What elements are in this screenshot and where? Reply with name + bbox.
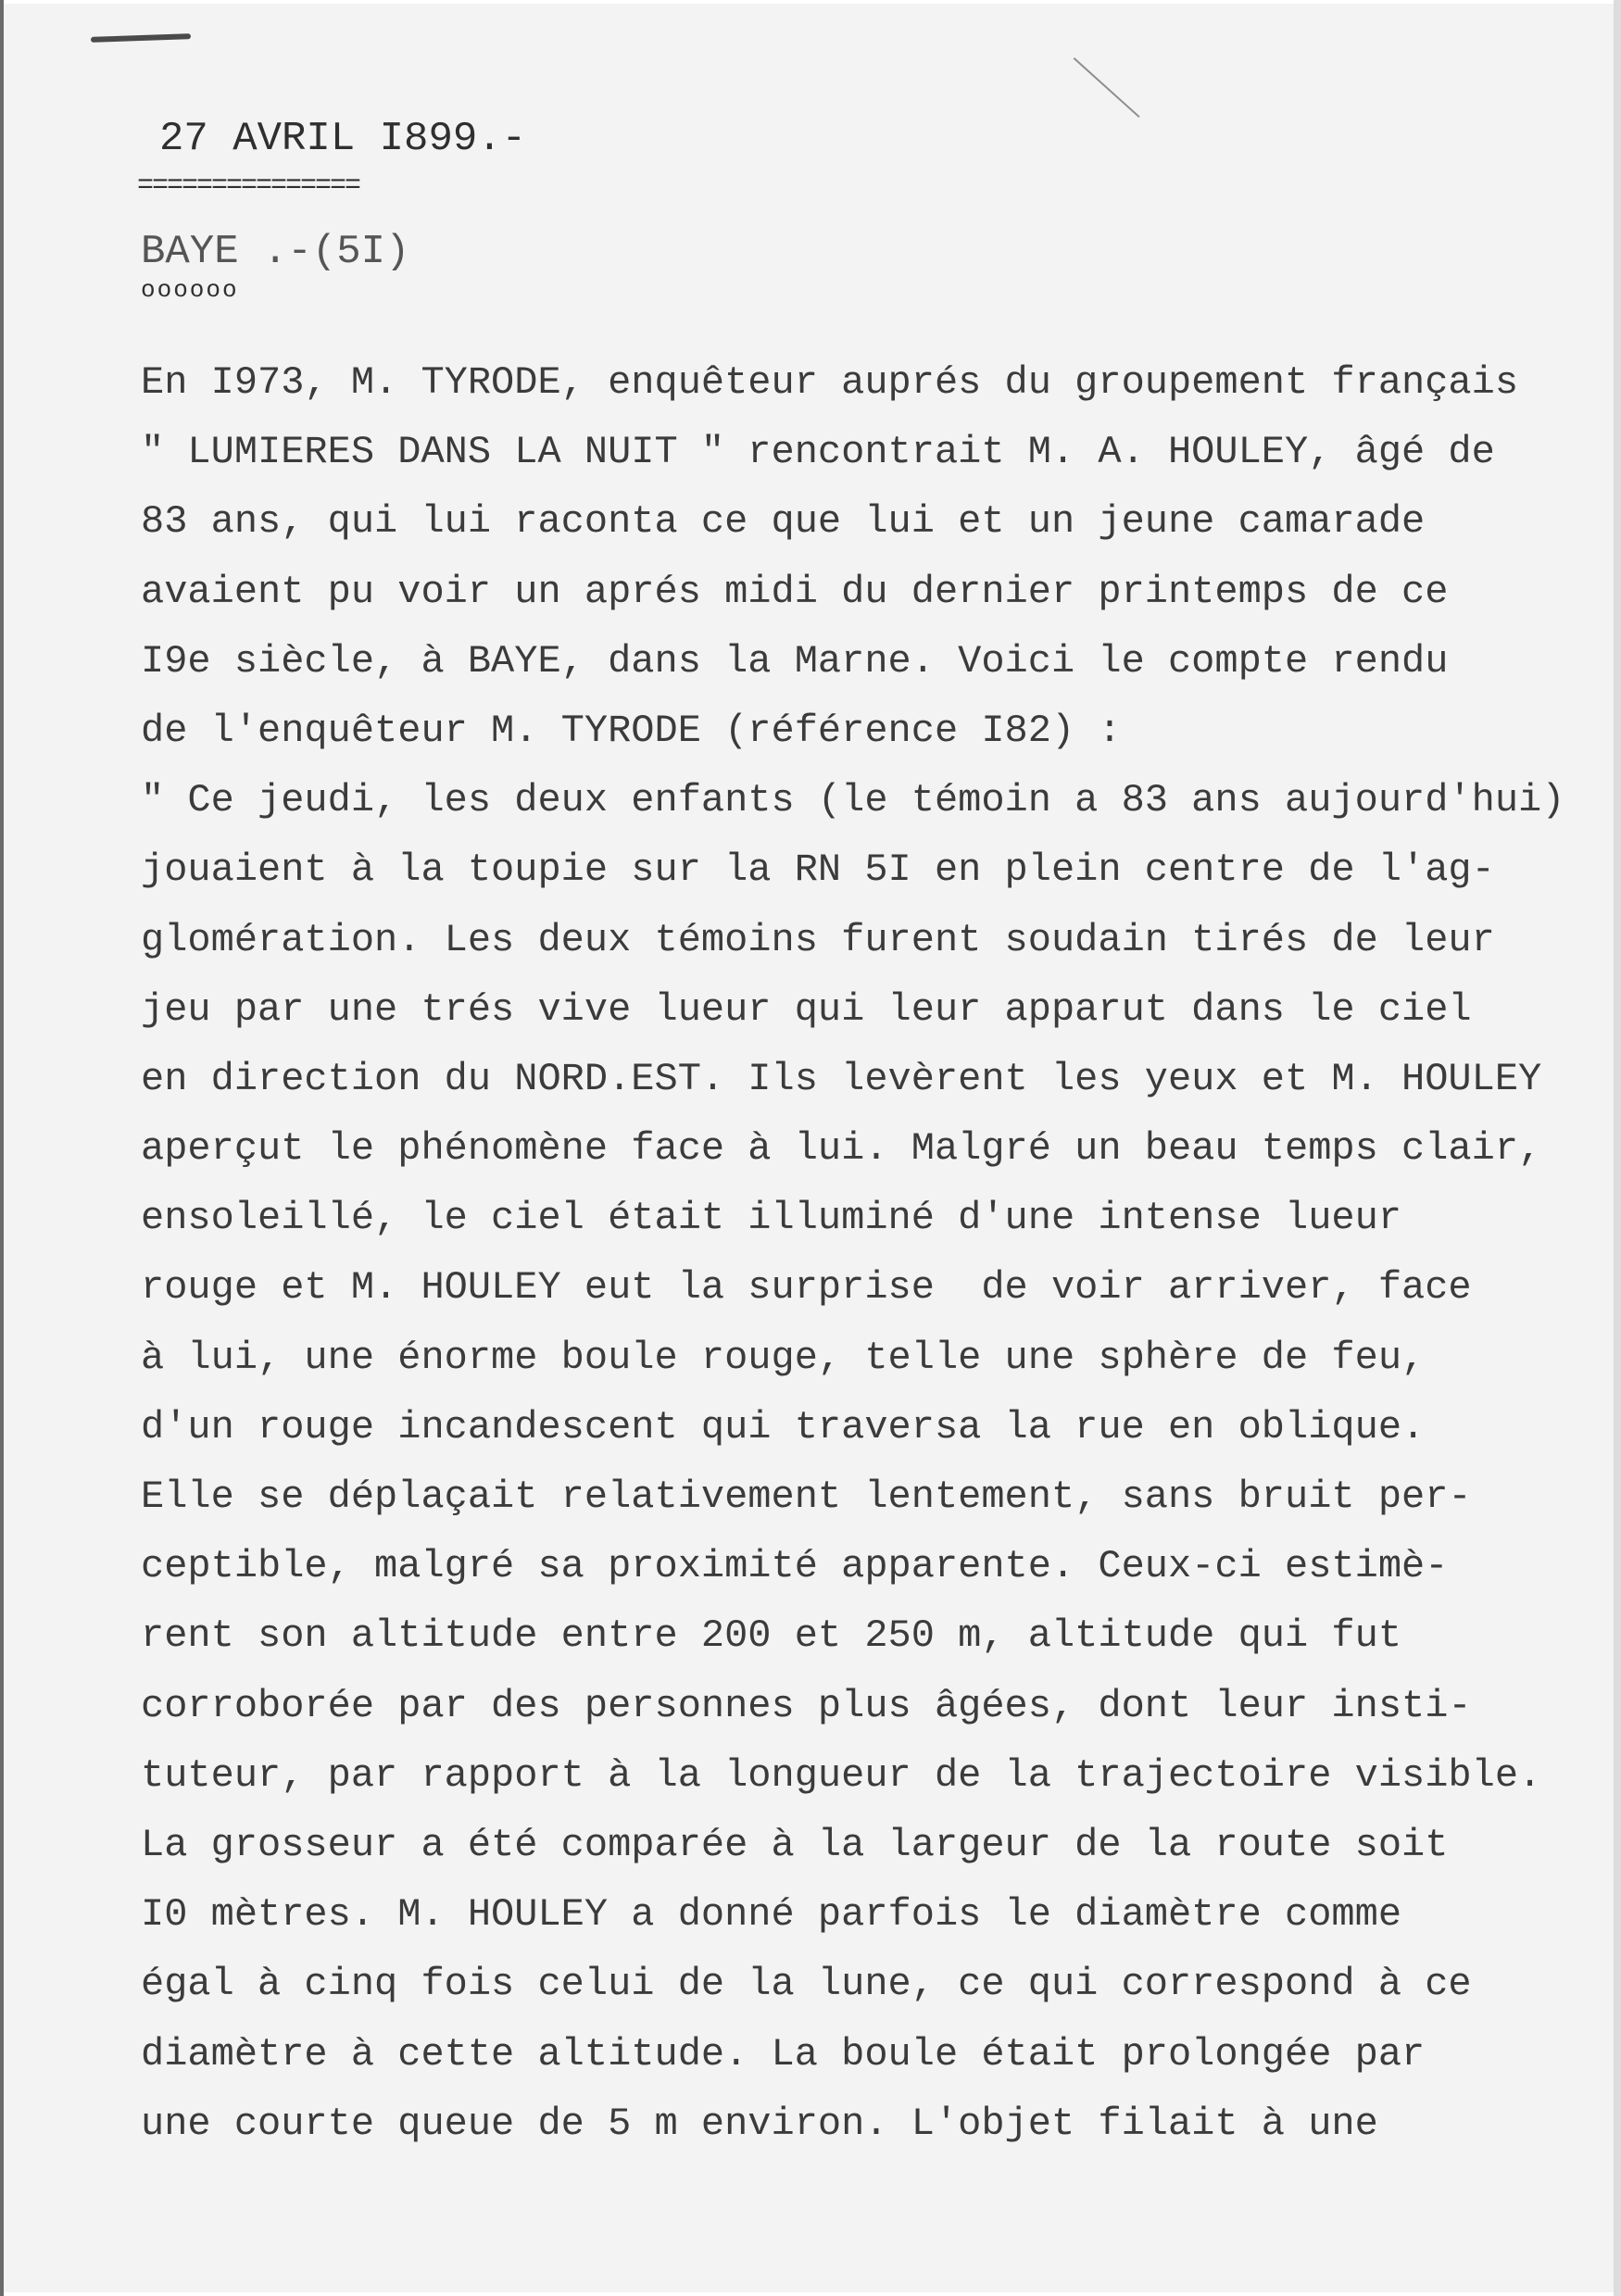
text-line: glomération. Les deux témoins furent soudain tirés de leur bbox=[141, 917, 1495, 962]
text-line: d'un rouge incandescent qui traversa la rue en oblique. bbox=[141, 1404, 1426, 1449]
text-line: jouaient à la toupie sur la RN 5I en plein centre de l'ag- bbox=[141, 847, 1495, 893]
text-line: ensoleillé, le ciel était illuminé d'une intense lueur bbox=[141, 1196, 1402, 1241]
text-line: rent son altitude entre 200 et 250 m, altitude qui fut bbox=[141, 1613, 1402, 1659]
text-line: de l'enquêteur M. TYRODE (référence I82) : bbox=[141, 708, 1122, 753]
document-body bbox=[141, 348, 1614, 2159]
text-line: En I973, M. TYRODE, enquêteur auprés du groupement français bbox=[141, 360, 1519, 405]
date-underline: =============== bbox=[137, 170, 360, 202]
scan-shadow bbox=[1614, 0, 1621, 2296]
text-line: Elle se déplaçait relativement lentement, sans bruit per- bbox=[141, 1474, 1472, 1519]
text-line: I9e siècle, à BAYE, dans la Marne. Voici le compte rendu bbox=[141, 638, 1449, 684]
text-line: une courte queue de 5 m environ. L'objet filait à une bbox=[141, 2101, 1378, 2146]
location-heading: BAYE .-(5I) bbox=[141, 229, 410, 275]
text-line: jeu par une trés vive lueur qui leur apparut dans le ciel bbox=[141, 986, 1472, 1032]
text-line: La grosseur a été comparée à la largeur de la route soit bbox=[141, 1822, 1449, 1867]
text-line: à lui, une énorme boule rouge, telle une sphère de feu, bbox=[141, 1335, 1426, 1380]
text-line: 83 ans, qui lui raconta ce que lui et un jeune camarade bbox=[141, 499, 1426, 545]
document-date: 27 AVRIL I899.- bbox=[159, 116, 527, 162]
text-line: rouge et M. HOULEY eut la surprise de voir arriver, face bbox=[141, 1265, 1472, 1311]
text-line: en direction du NORD.EST. Ils levèrent les yeux et M. HOULEY bbox=[141, 1056, 1542, 1101]
location-underline: oooooo bbox=[141, 276, 239, 304]
text-line: corroborée par des personnes plus âgées, dont leur insti- bbox=[141, 1683, 1472, 1728]
text-line: tuteur, par rapport à la longueur de la trajectoire visible. bbox=[141, 1752, 1542, 1798]
text-line: ceptible, malgré sa proximité apparente. Ceux-ci estimè- bbox=[141, 1544, 1449, 1589]
text-line: I0 mètres. M. HOULEY a donné parfois le diamètre comme bbox=[141, 1892, 1402, 1938]
text-line: " Ce jeudi, les deux enfants (le témoin a 83 ans aujourd'hui) bbox=[141, 778, 1565, 823]
text-line: aperçut le phénomène face à lui. Malgré un beau temps clair, bbox=[141, 1126, 1542, 1172]
text-line: avaient pu voir un aprés midi du dernier printemps de ce bbox=[141, 569, 1449, 614]
text-line: égal à cinq fois celui de la lune, ce qui correspond à ce bbox=[141, 1962, 1472, 2007]
text-line: diamètre à cette altitude. La boule était prolongée par bbox=[141, 2031, 1426, 2076]
text-line: " LUMIERES DANS LA NUIT " rencontrait M. A. HOULEY, âgé de bbox=[141, 430, 1495, 475]
